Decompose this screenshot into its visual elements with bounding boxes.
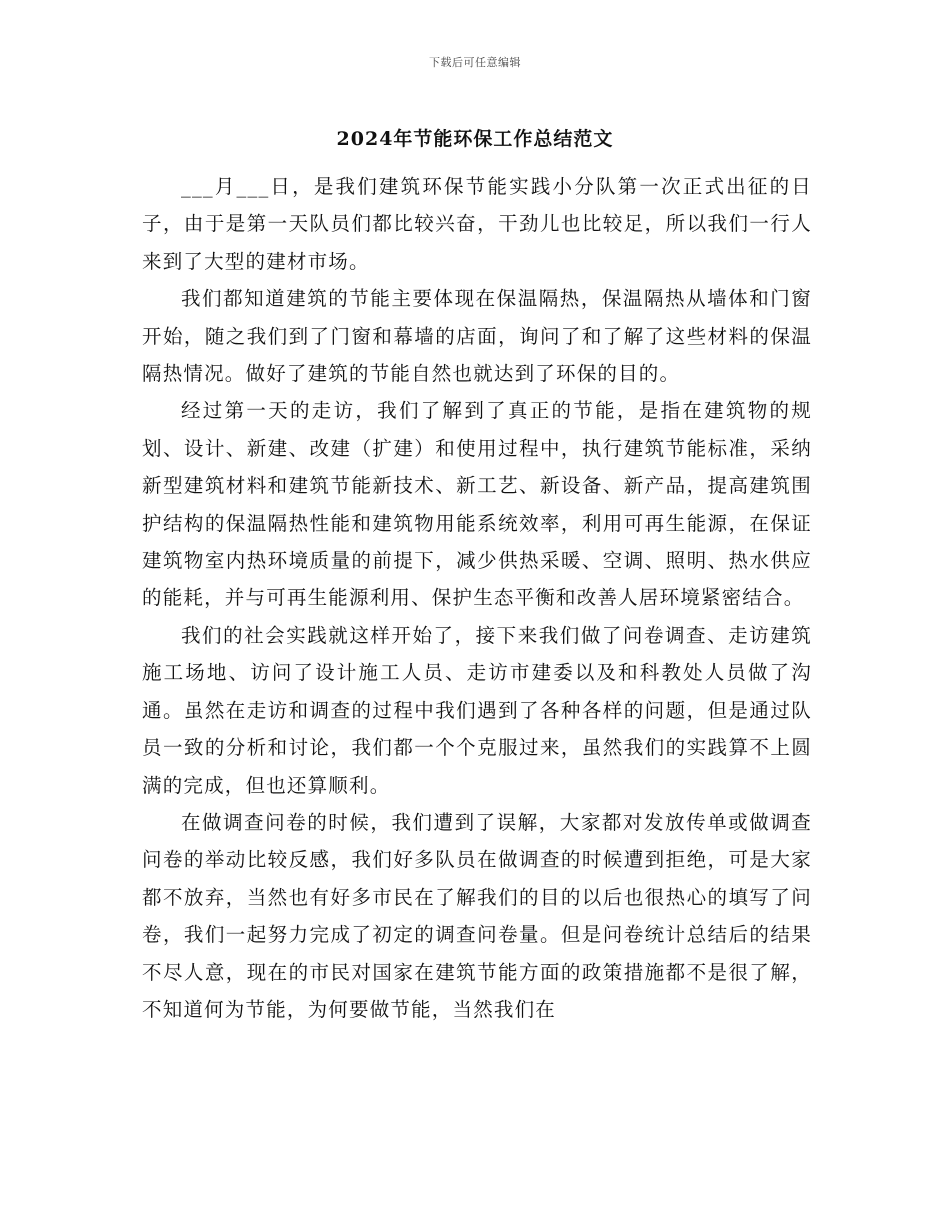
paragraph-3: 经过第一天的走访，我们了解到了真正的节能，是指在建筑物的规划、设计、新建、改建（扩建）和使用过程中，执行建筑节能标准，采纳新型建筑材料和建筑节能新技术、新工艺、新设备、新产品，提高建筑围护结构的保温隔热性能和建筑物用能系统效率，利用可再生能源，在保证建筑物室内热环境质量的前提下，减少供热采暖、空调、照明、热水供应的能耗，并与可再生能源利用、保护生态平衡和改善人居环境紧密结合。: [142, 399, 812, 610]
document-body: [142, 168, 812, 1028]
header-note: 下载后可任意编辑: [429, 56, 521, 69]
paragraph-4: 我们的社会实践就这样开始了，接下来我们做了问卷调查、走访建筑施工场地、访问了设计施工人员、走访市建委以及和科教处人员做了沟通。虽然在走访和调查的过程中我们遇到了各种各样的问题，但是通过队员一致的分析和讨论，我们都一个个克服过来，虽然我们的实践算不上圆满的完成，但也还算顺利。: [142, 623, 812, 797]
paragraph-1: ___月___日，是我们建筑环保节能实践小分队第一次正式出征的日子，由于是第一天队员们都比较兴奋，干劲儿也比较足，所以我们一行人来到了大型的建材市场。: [142, 175, 812, 273]
paragraph-2: 我们都知道建筑的节能主要体现在保温隔热，保温隔热从墙体和门窗开始，随之我们到了门窗和幕墙的店面，询问了和了解了这些材料的保温隔热情况。做好了建筑的节能自然也就达到了环保的目的。: [142, 287, 812, 386]
document-title: 2024年节能环保工作总结范文: [336, 128, 614, 150]
paragraph-5: 在做调查问卷的时候，我们遭到了误解，大家都对发放传单或做调查问卷的举动比较反感，我们好多队员在做调查的时候遭到拒绝，可是大家都不放弃，当然也有好多市民在了解我们的目的以后也很热心的填写了问卷，我们一起努力完成了初定的调查问卷量。但是问卷统计总结后的结果不尽人意，现在的市民对国家在建筑节能方面的政策措施都不是很了解，不知道何为节能，为何要做节能，当然我们在: [142, 810, 812, 1021]
